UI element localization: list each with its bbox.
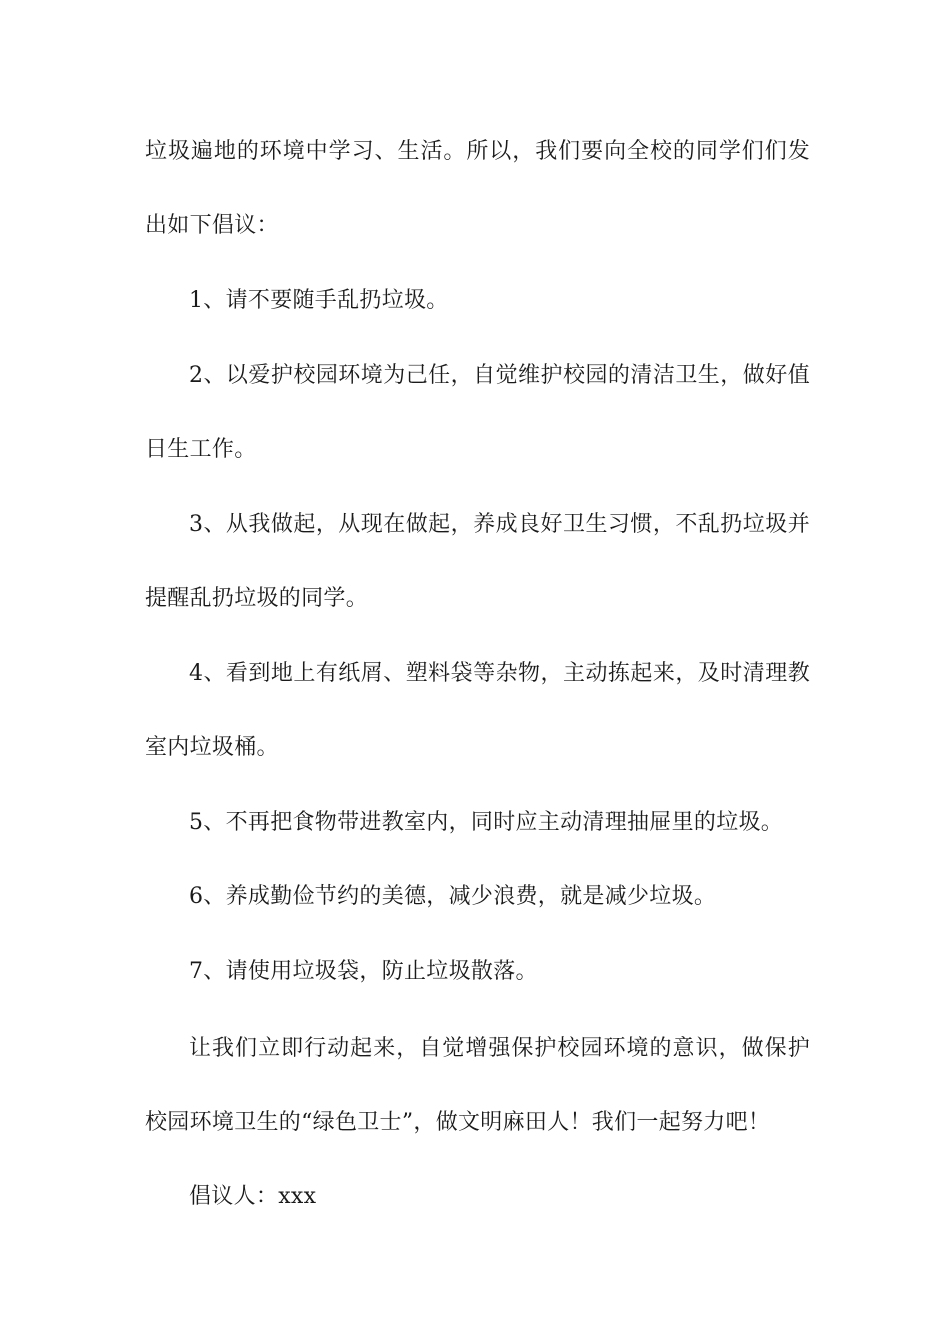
list-item-2-continued: 日生工作。 <box>145 437 257 462</box>
list-item-7: 7、请使用垃圾袋，防止垃圾散落。 <box>189 959 538 984</box>
closing-paragraph: 让我们立即行动起来，自觉增强保护校园环境的意识，做保护 <box>189 1036 810 1061</box>
signature-line: 倡议人：xxx <box>189 1184 317 1209</box>
paragraph-line: 垃圾遍地的环境中学习、生活。所以，我们要向全校的同学们们发 <box>145 139 810 164</box>
list-item-5: 5、不再把食物带进教室内，同时应主动清理抽屉里的垃圾。 <box>189 810 784 835</box>
closing-paragraph-continued: 校园环境卫生的“绿色卫士”，做文明麻田人！我们一起努力吧！ <box>145 1110 771 1135</box>
list-item-2: 2、以爱护校园环境为己任，自觉维护校园的清洁卫生，做好值 <box>189 363 810 388</box>
list-item-6: 6、养成勤俭节约的美德，减少浪费，就是减少垃圾。 <box>189 884 717 909</box>
list-item-3: 3、从我做起，从现在做起，养成良好卫生习惯，不乱扔垃圾并 <box>189 512 810 537</box>
list-item-4: 4、看到地上有纸屑、塑料袋等杂物，主动拣起来，及时清理教 <box>189 661 810 686</box>
list-item-3-continued: 提醒乱扔垃圾的同学。 <box>145 586 369 611</box>
paragraph-line: 出如下倡议： <box>145 213 279 238</box>
list-item-1: 1、请不要随手乱扔垃圾。 <box>189 288 449 313</box>
list-item-4-continued: 室内垃圾桶。 <box>145 735 279 760</box>
